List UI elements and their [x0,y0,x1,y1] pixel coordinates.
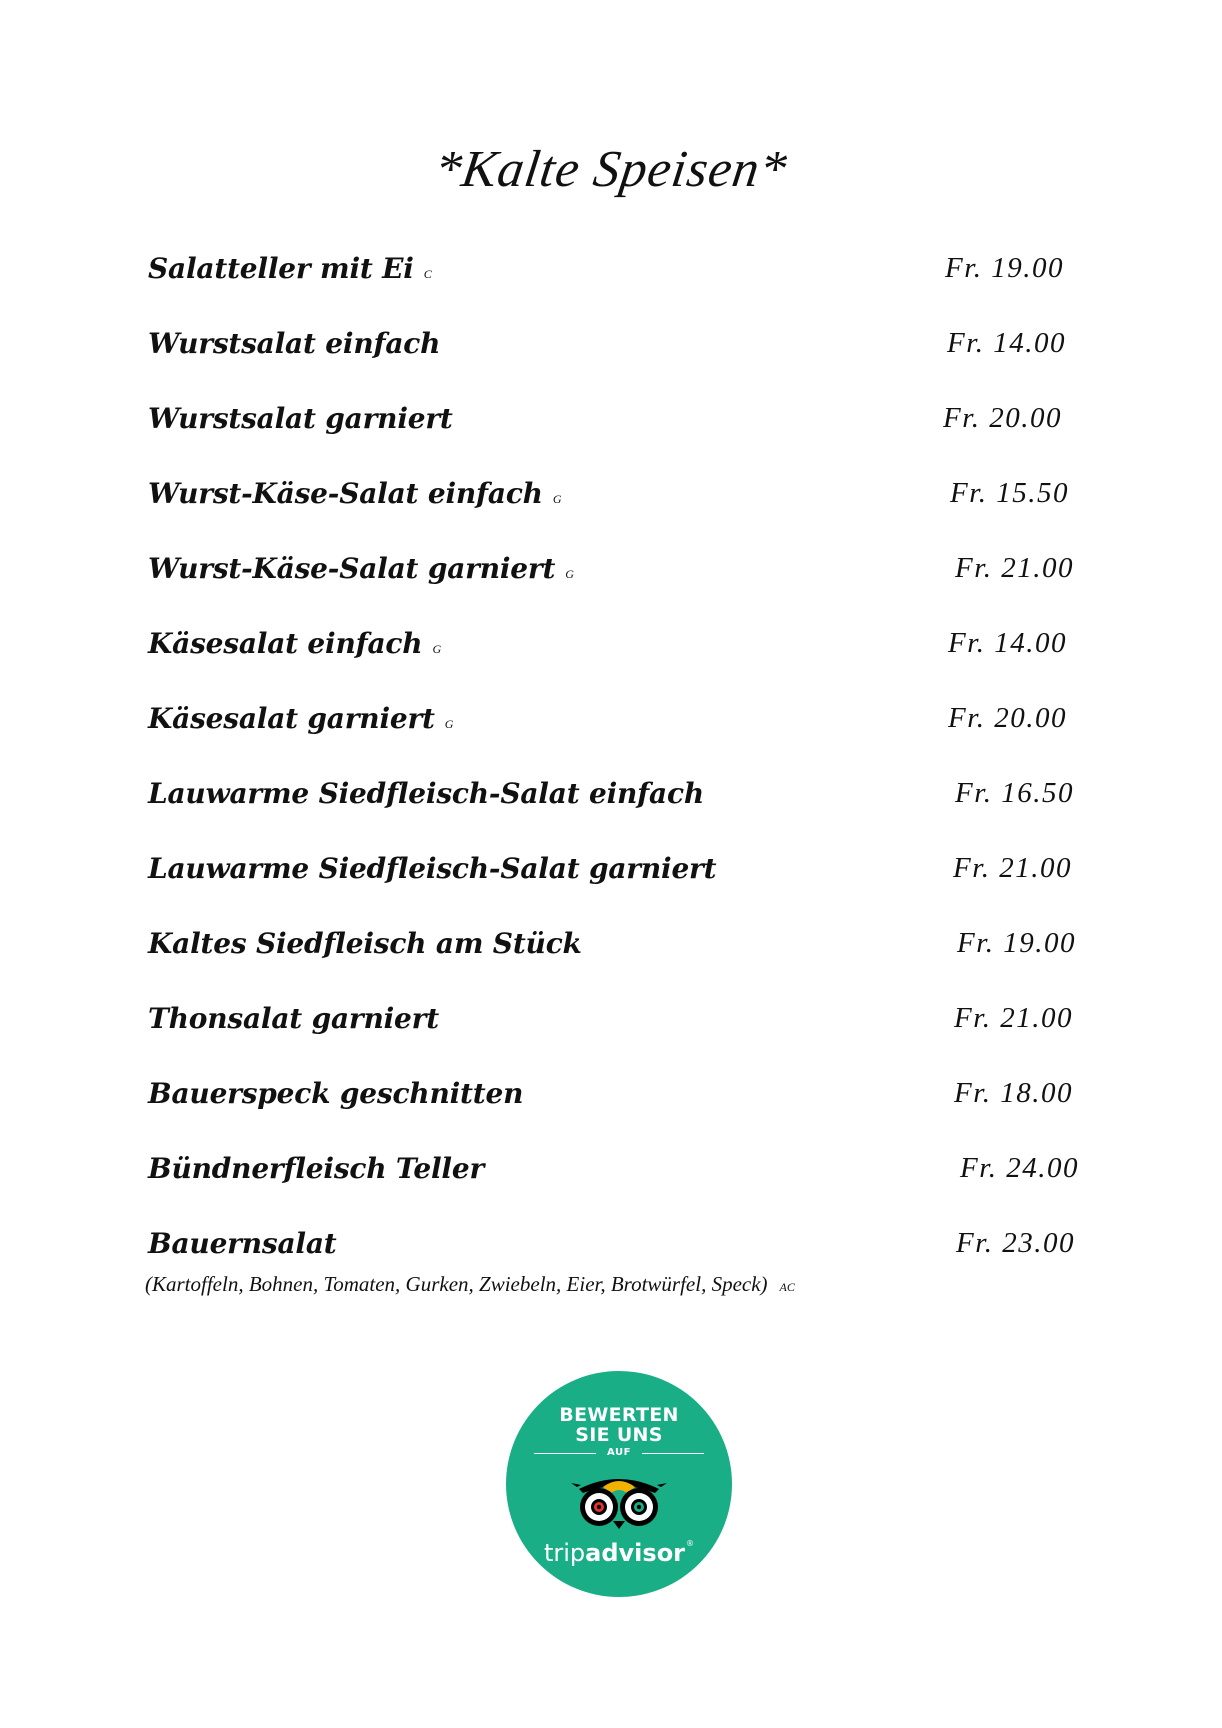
menu-item [148,1002,1078,1046]
item-price: Fr. 14.00 [947,327,1067,359]
menu-item [148,1152,1078,1196]
menu-item [148,1227,1078,1271]
item-name: Bauerspeck geschnitten [148,1077,524,1110]
item-name: Lauwarme Siedfleisch-Salat einfach [148,777,704,810]
item-name: Lauwarme Siedfleisch-Salat garniert [148,852,717,885]
menu-item [148,402,1078,446]
tripadvisor-wordmark: tripadvisor® [543,1539,695,1567]
allergen-code: C [423,267,432,281]
item-price: Fr. 19.00 [957,927,1077,959]
item-name: Käsesalat einfach G [148,627,441,660]
allergen-code: G [552,492,562,506]
item-name: Bauernsalat [148,1227,337,1260]
item-price: Fr. 16.50 [955,777,1075,809]
allergen-code: G [565,567,574,581]
item-name: Salatteller mit Ei C [148,252,432,285]
item-name: Wurst-Käse-Salat garniert G [148,552,574,585]
menu-item [148,477,1078,521]
item-price: Fr. 20.00 [943,402,1063,434]
menu-item [148,852,1078,896]
tripadvisor-badge[interactable] [506,1371,732,1597]
menu-item [148,552,1078,596]
item-name: Wurstsalat garniert [148,402,453,435]
badge-line1: BEWERTEN [559,1404,679,1426]
allergen-code: G [444,717,454,731]
allergen-code: G [432,642,441,656]
allergen-code: AC [779,1280,795,1294]
menu-item [148,1077,1078,1121]
bauernsalat-description: (Kartoffeln, Bohnen, Tomaten, Gurken, Zwiebeln, Eier, Brotwürfel, Speck) AC [145,1272,795,1296]
item-price: Fr. 21.00 [955,552,1075,584]
menu-item [148,252,1078,296]
item-price: Fr. 21.00 [953,852,1073,884]
item-price: Fr. 21.00 [954,1002,1074,1034]
item-price: Fr. 19.00 [945,252,1065,284]
menu-item [148,777,1078,821]
page-title: *Kalte Speisen* [431,141,791,198]
item-name: Kaltes Siedfleisch am Stück [148,927,582,960]
item-price: Fr. 14.00 [948,627,1068,659]
item-price: Fr. 23.00 [956,1227,1076,1259]
badge-line2: SIE UNS [575,1424,663,1446]
item-name: Käsesalat garniert G [148,702,454,735]
badge-divider-right [642,1453,704,1454]
item-name: Bündnerfleisch Teller [148,1152,485,1185]
item-price: Fr. 20.00 [948,702,1068,734]
item-price: Fr. 18.00 [954,1077,1074,1109]
menu-item [148,702,1078,746]
menu-item [148,327,1078,371]
item-price: Fr. 15.50 [950,477,1070,509]
tripadvisor-owl-icon [569,1471,669,1531]
item-name: Wurst-Käse-Salat einfach G [148,477,562,510]
menu-item [148,927,1078,971]
item-name: Thonsalat garniert [148,1002,439,1035]
item-name: Wurstsalat einfach [148,327,441,360]
badge-auf: AUF [607,1447,631,1458]
menu-item [148,627,1078,671]
item-price: Fr. 24.00 [960,1152,1080,1184]
